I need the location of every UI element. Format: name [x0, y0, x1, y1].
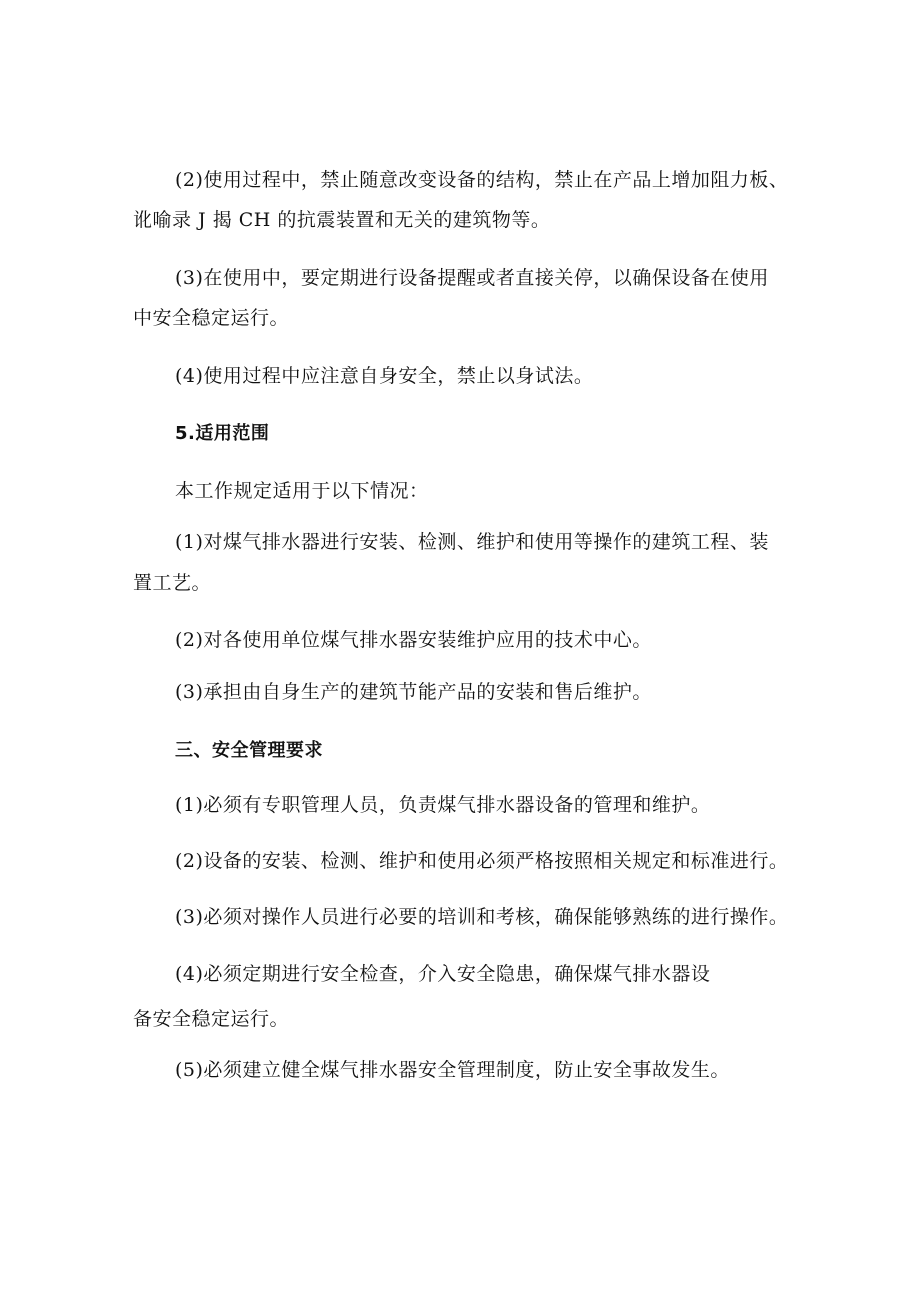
- paragraph-line: (3)承担由自身生产的建筑节能产品的安装和售后维护。: [175, 681, 652, 703]
- paragraph-line: (2)使用过程中，禁止随意改变设备的结构，禁止在产品上增加阻力板、: [175, 169, 789, 191]
- paragraph-line: 置工艺。: [133, 572, 212, 594]
- paragraph-line: (2)对各使用单位煤气排水器安装维护应用的技术中心。: [175, 629, 652, 651]
- paragraph-line: (3)必须对操作人员进行必要的培训和考核，确保能够熟练的进行操作。: [175, 906, 789, 928]
- paragraph-line: 中安全稳定运行。: [133, 307, 290, 329]
- paragraph-line: 备安全稳定运行。: [133, 1008, 290, 1030]
- paragraph-line: (1)必须有专职管理人员，负责煤气排水器设备的管理和维护。: [175, 794, 711, 816]
- section-heading: 5.适用范围: [175, 423, 270, 444]
- paragraph-line: (1)对煤气排水器进行安装、检测、维护和使用等操作的建筑工程、装: [175, 531, 769, 553]
- paragraph-line: 讹喻录 J 揭 CH 的抗震装置和无关的建筑物等。: [133, 209, 551, 231]
- intro-line: 本工作规定适用于以下情况：: [175, 480, 429, 502]
- paragraph-line: (5)必须建立健全煤气排水器安全管理制度，防止安全事故发生。: [175, 1059, 730, 1081]
- paragraph-line: (4)必须定期进行安全检查，介入安全隐患，确保煤气排水器设: [175, 963, 711, 985]
- paragraph-line: (3)在使用中，要定期进行设备提醒或者直接关停，以确保设备在使用: [175, 267, 769, 289]
- paragraph-line: (4)使用过程中应注意自身安全，禁止以身试法。: [175, 365, 594, 387]
- section-heading: 三、安全管理要求: [175, 740, 323, 761]
- paragraph-line: (2)设备的安装、检测、维护和使用必须严格按照相关规定和标准进行。: [175, 850, 789, 872]
